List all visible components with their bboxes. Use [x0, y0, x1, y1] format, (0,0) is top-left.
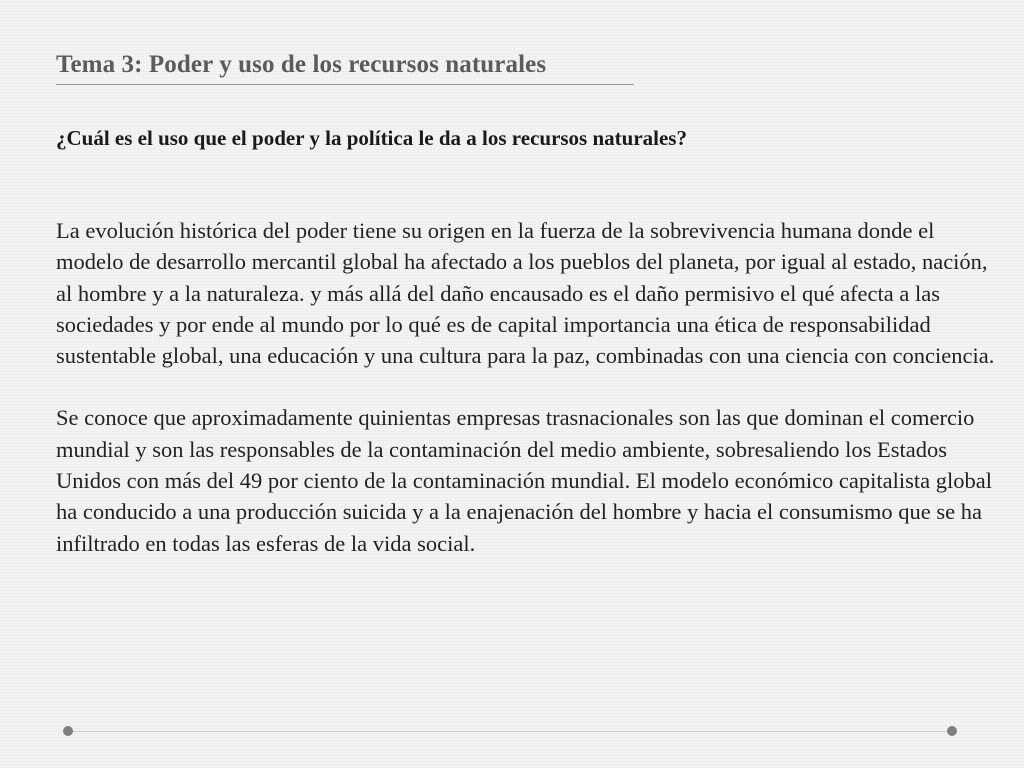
- slide-title: Tema 3: Poder y uso de los recursos naturales: [56, 51, 547, 78]
- title-underline: [56, 84, 634, 85]
- footer-divider: [68, 731, 952, 732]
- footer-dot-left: [63, 726, 73, 736]
- footer-dot-right: [947, 726, 957, 736]
- body-paragraph-1: La evolución histórica del poder tiene su origen en la fuerza de la sobrevivencia humana donde el modelo de desarrollo mercantil global ha afectado a los pueblos del planeta, por igual al estado, nación, al hombre y a la naturaleza. y más allá del daño encausado es el daño permisivo el qué afecta a las sociedades y por ende al mundo por lo qué es de capital importancia una ética de responsabilidad sustentable global, una educación y una cultura para la paz, combinadas con una ciencia con conciencia.: [56, 218, 995, 369]
- body-paragraph-2: Se conoce que aproximadamente quinientas empresas trasnacionales son las que dominan el comercio mundial y son las responsables de la contaminación del medio ambiente, sobresaliendo los Estados Unidos con más del 49 por ciento de la contaminación mundial. El modelo económico capitalista global ha conducido a una producción suicida y a la enajenación del hombre y hacia el consumismo que se ha infiltrado en todas las esferas de la vida social.: [56, 405, 993, 556]
- slide-body: [56, 215, 996, 559]
- slide-question: ¿Cuál es el uso que el poder y la política le da a los recursos naturales?: [56, 126, 687, 150]
